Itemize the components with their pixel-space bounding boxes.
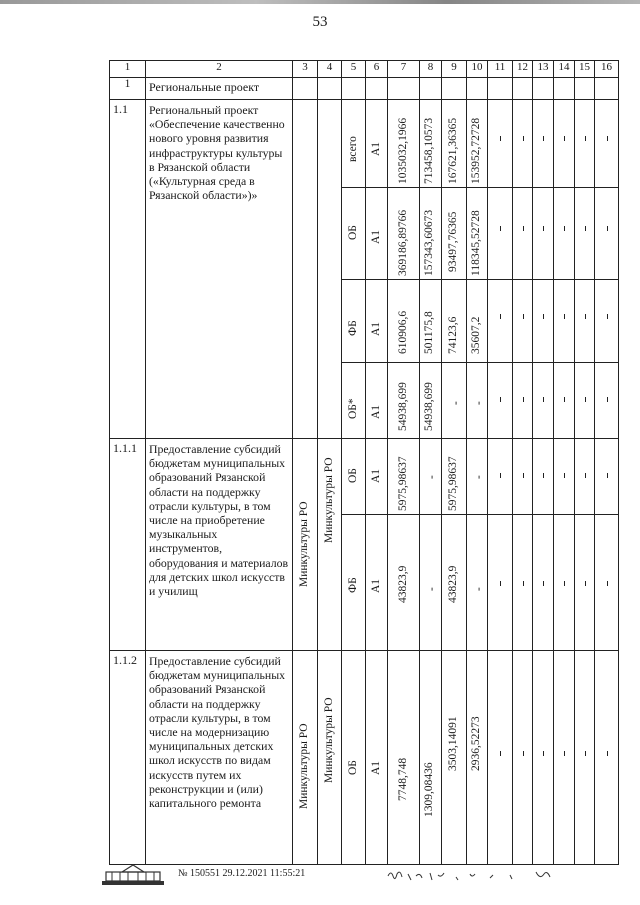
executor: Минкультуры РО [298, 501, 310, 587]
funding-source: всего [347, 136, 359, 162]
footer [96, 862, 556, 890]
value: 713458,10573 [423, 117, 435, 184]
col-number: 6 [366, 61, 388, 78]
handwritten-marks-icon [386, 866, 556, 886]
code: А1 [370, 578, 382, 593]
col-number: 5 [342, 61, 366, 78]
funding-source: ОБ [347, 760, 359, 775]
row-number: 1.1.1 [110, 439, 146, 651]
col-number: 8 [420, 61, 442, 78]
value: 54938,699 [423, 382, 435, 431]
budget-table [109, 60, 619, 865]
value: - [426, 587, 438, 591]
col-number: 13 [533, 61, 554, 78]
value: 5975,98637 [447, 456, 459, 511]
funding-source: ОБ [347, 468, 359, 483]
funding-source: ОБ [347, 225, 359, 240]
funding-source: ФБ [347, 577, 359, 593]
col-number: 3 [293, 61, 318, 78]
value: - [473, 587, 485, 591]
col-number: 16 [595, 61, 619, 78]
value: 610906,6 [397, 310, 409, 354]
funding-source: ОБ* [347, 398, 359, 419]
section-row [110, 78, 619, 100]
value: 3503,14091 [447, 716, 459, 771]
row-title: Предоставление субсидий бюджетам муниципальных образований Рязанской области на поддержку отрасли культуры, в том числе на модернизацию муниципальных детских школ искусств по видам искусств путем их реконструкции и (или) капитального ремонта [146, 651, 293, 865]
value: 167621,36365 [447, 117, 459, 184]
col-number: 10 [467, 61, 488, 78]
registration-stamp: № 150551 29.12.2021 11:55:21 [178, 868, 306, 879]
value: 153952,72728 [470, 117, 482, 184]
coexecutor: Минкультуры РО [323, 697, 335, 783]
value: - [473, 401, 485, 405]
row-title: Региональный проект «Обеспечение качественно нового уровня развития инфраструктуры культуры в Рязанской области («Культурная среда в Рязанской области»)» [146, 100, 293, 439]
value: 2936,52273 [470, 716, 482, 771]
code: А1 [370, 404, 382, 419]
col-number: 7 [388, 61, 420, 78]
funding-source: ФБ [347, 320, 359, 336]
value: 5975,98637 [397, 456, 409, 511]
value: - [426, 475, 438, 479]
value: 118345,52728 [470, 210, 482, 276]
section-number: 1 [110, 78, 146, 100]
value: 74123,6 [447, 316, 459, 354]
value: 501175,8 [423, 311, 435, 354]
value: 43823,9 [447, 565, 459, 603]
code: А1 [370, 321, 382, 336]
row-number: 1.1.2 [110, 651, 146, 865]
row-1-1-group-total [110, 100, 619, 188]
code: А1 [370, 468, 382, 483]
col-number: 11 [488, 61, 513, 78]
col-number: 12 [513, 61, 533, 78]
row-1-1-1-group-ob [110, 439, 619, 515]
col-number: 1 [110, 61, 146, 78]
value: 54938,699 [397, 382, 409, 431]
col-number: 14 [554, 61, 575, 78]
code: А1 [370, 141, 382, 156]
value: 43823,9 [397, 565, 409, 603]
col-number: 15 [575, 61, 595, 78]
value: 7748,748 [397, 757, 409, 801]
page-number: 53 [312, 14, 328, 30]
code: А1 [370, 760, 382, 775]
code: А1 [370, 229, 382, 244]
section-title: Региональные проект [146, 78, 293, 100]
executor: Минкультуры РО [298, 723, 310, 809]
row-title: Предоставление субсидий бюджетам муниципальных образований Рязанской области на поддержку отрасли культуры, в том числе на приобретение музыкальных инструментов, оборудования и материалов для детских школ искусств и училищ [146, 439, 293, 651]
coexecutor: Минкультуры РО [323, 457, 335, 543]
scan-edge [0, 0, 640, 4]
value: - [473, 475, 485, 479]
row-number: 1.1 [110, 100, 146, 439]
value: 157343,60673 [423, 209, 435, 276]
value: 93497,76365 [447, 211, 459, 272]
value: 1309,08436 [423, 762, 435, 817]
row-1-1-2-group-ob [110, 651, 619, 865]
value: 35607,2 [470, 316, 482, 354]
ministry-building-emblem-icon [100, 864, 166, 886]
col-number: 9 [442, 61, 467, 78]
column-numbers-row [110, 61, 619, 78]
value: 369186,89766 [397, 209, 409, 276]
col-number: 4 [318, 61, 342, 78]
value: - [450, 401, 462, 405]
col-number: 2 [146, 61, 293, 78]
value: 1035032,1966 [397, 117, 409, 184]
